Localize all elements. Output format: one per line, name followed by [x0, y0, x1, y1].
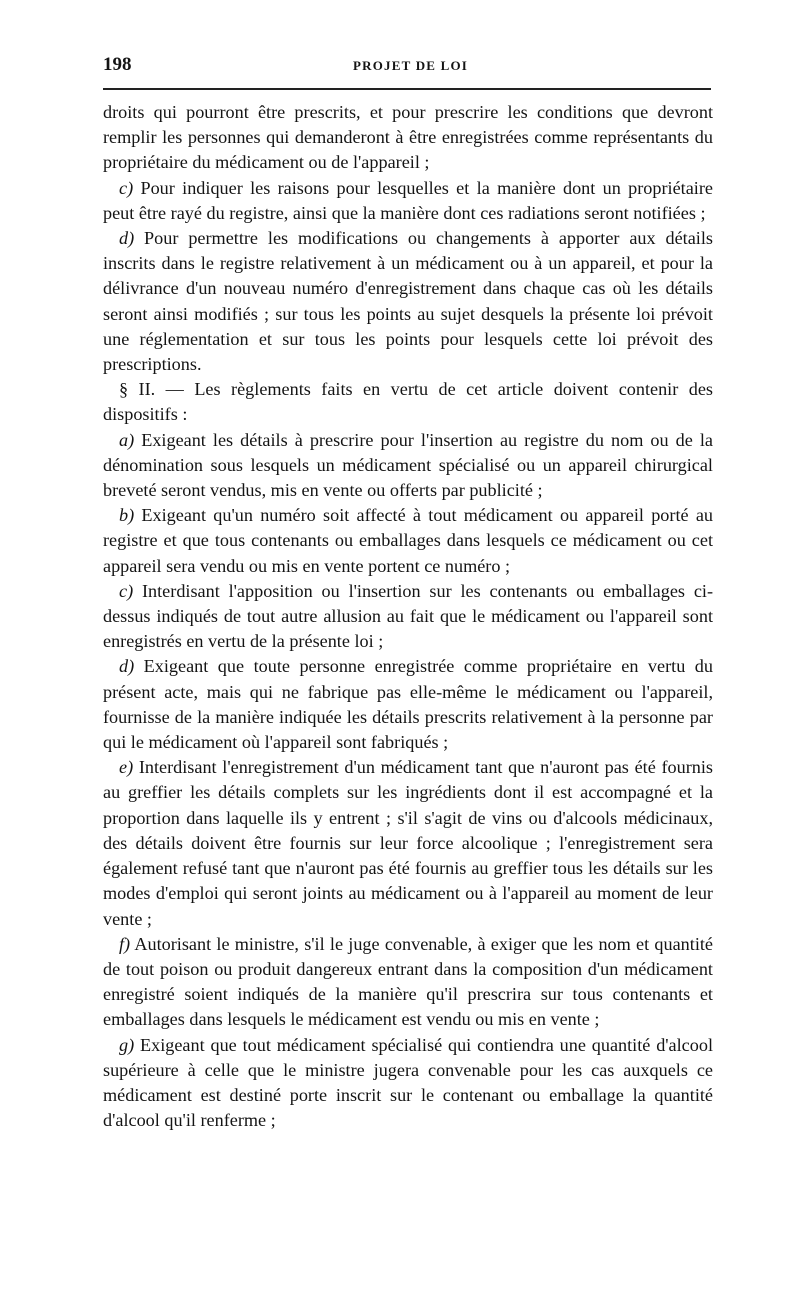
page-number: 198 [103, 54, 132, 75]
paragraph: d) Exigeant que toute personne enregistrée comme propriétaire en vertu du présent acte, mais qui ne fabrique pas elle-même le médicament ou l'appareil, fournisse de la manière indiquée les détails prescrits relativement à la personne par qui le médicament où l'appareil sont fabriqués ; [103, 656, 713, 753]
paragraph: b) Exigeant qu'un numéro soit affecté à tout médicament ou appareil porté au registre et que tous contenants ou emballages dans lesquels ce médicament ou cet appareil sera vendu ou mis en vente portent ce numéro ; [103, 505, 713, 576]
running-title: PROJET DE LOI [353, 58, 469, 73]
item-label: c) [119, 177, 134, 198]
item-label: e) [119, 757, 134, 778]
paragraph: d) Pour permettre les modifications ou changements à apporter aux détails inscrits dans le registre relativement à un médicament ou à un appareil, et pour la délivrance d'un nouveau numéro d'enregistrement dans chaque cas où les détails seront ainsi modifiés ; sur tous les points au sujet desquels la présente loi prévoit une réglementation et sur tous les points pour lesquels cette loi prévoit des prescriptions. [103, 228, 713, 375]
header-rule [103, 88, 711, 90]
item-label: a) [119, 429, 135, 450]
paragraph: a) Exigeant les détails à prescrire pour l'insertion au registre du nom ou de la dénomination sous lesquels un médicament spécialisé ou un appareil chirurgical breveté seront vendus, mis en vente ou offerts par publicité ; [103, 429, 713, 501]
item-label: f) [119, 933, 131, 954]
item-label: g) [119, 1034, 135, 1055]
page-header [103, 54, 711, 76]
item-label: d) [119, 656, 135, 677]
item-label: c) [119, 580, 134, 601]
paragraph: c) Pour indiquer les raisons pour lesquelles et la manière dont un propriétaire peut être rayé du registre, ainsi que la manière dont ces radiations seront notifiées ; [103, 177, 713, 223]
body-text [103, 100, 713, 1133]
paragraph: § II. — Les règlements faits en vertu de cet article doivent contenir des dispositifs : [103, 379, 713, 425]
paragraph: f) Autorisant le ministre, s'il le juge convenable, à exiger que les nom et quantité de tout poison ou produit dangereux entrant dans la composition d'un médicament enregistré soient indiqués de la manière qu'il prescrira sur tous contenants et emballages dans lesquels le médicament est vendu ou mis en vente ; [103, 933, 713, 1030]
item-label: d) [119, 228, 135, 249]
paragraph: g) Exigeant que tout médicament spécialisé qui contiendra une quantité d'alcool supérieure à celle que le ministre jugera convenable pour les cas auxquels ce médicament est destiné porte inscrit sur le contenant ou emballage la quantité d'alcool qu'il renferme ; [103, 1034, 713, 1131]
paragraph: droits qui pourront être prescrits, et pour prescrire les conditions que devront remplir les personnes qui demanderont à être enregistrées comme représentants du propriétaire du médicament ou de l'appareil ; [103, 102, 713, 173]
paragraph: c) Interdisant l'apposition ou l'insertion sur les contenants ou emballages ci-dessus indiqués de tout autre allusion au fait que le médicament ou l'appareil sont enregistrés en vertu de la présente loi ; [103, 580, 713, 652]
paragraph: e) Interdisant l'enregistrement d'un médicament tant que n'auront pas été fournis au greffier les détails complets sur les ingrédients dont il est accompagné et la proportion dans laquelle ils y entrent ; s'il s'agit de vins ou d'alcools médicinaux, des détails doivent être fournis sur leur force alcoolique ; l'enregistrement sera également refusé tant que n'auront pas été fournis au greffier tous les détails sur les modes d'emploi qui seront joints au médicament ou à l'appareil au moment de leur vente ; [103, 757, 713, 929]
item-label: b) [119, 505, 135, 526]
